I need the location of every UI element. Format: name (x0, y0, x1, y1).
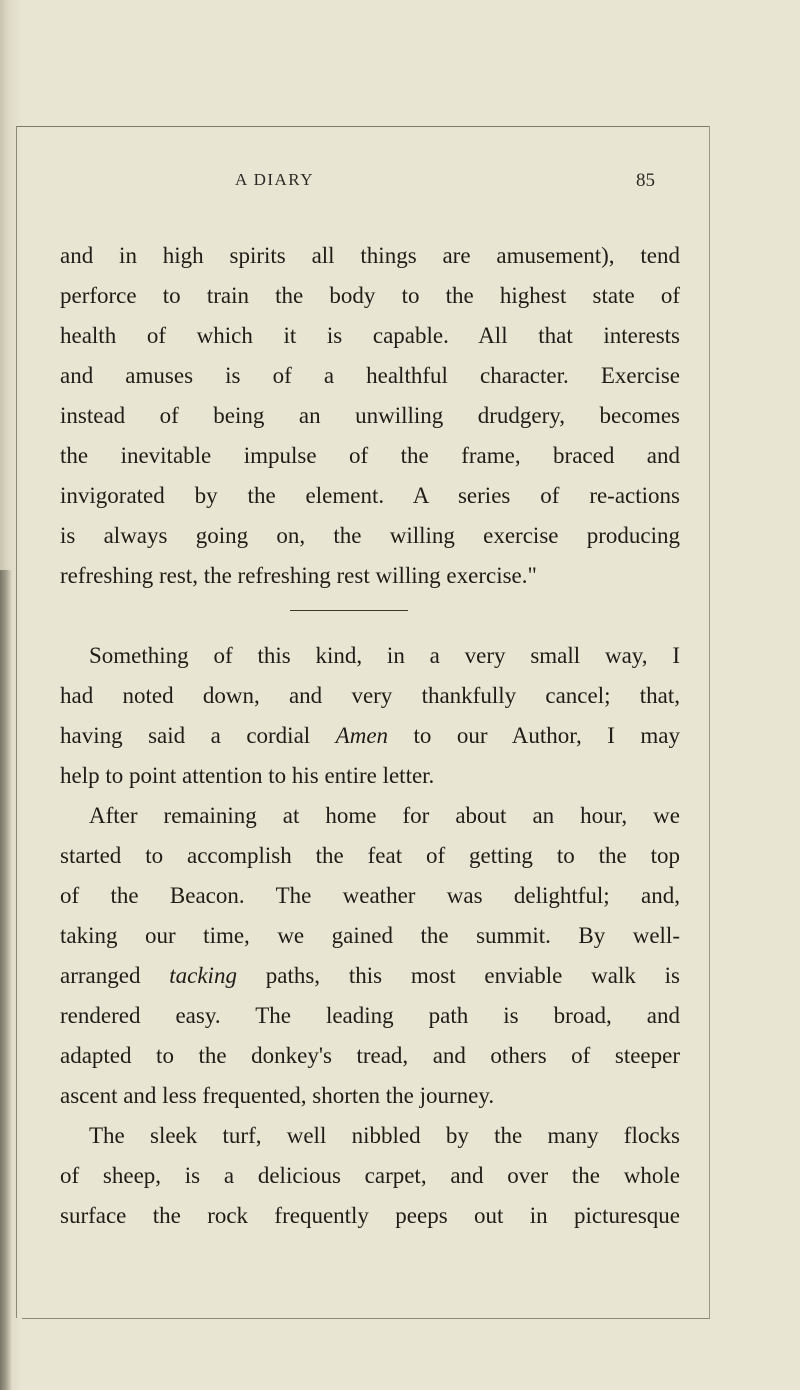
binding-shadow (0, 570, 12, 1390)
page-text (60, 236, 680, 1236)
text-line: The sleek turf, well nibbled by the many flocks (89, 1123, 680, 1148)
text-line: had noted down, and very thankfully cancel; that, (60, 683, 680, 708)
text-span: having said a cordial (60, 723, 336, 748)
text-line: of sheep, is a delicious carpet, and over the whole (60, 1163, 680, 1188)
text-line: Something of this kind, in a very small way, I (89, 643, 680, 668)
divider-rule (290, 610, 408, 611)
page-frame-right (709, 126, 710, 1318)
page-frame-bottom (22, 1318, 710, 1319)
text-line: refreshing rest, the refreshing rest willing exercise." (60, 563, 537, 588)
text-line: and in high spirits all things are amusement), tend (60, 243, 680, 268)
text-line: is always going on, the willing exercise producing (60, 523, 680, 548)
text-span: to our Author, I may (388, 723, 681, 748)
text-line: perforce to train the body to the highest state of (60, 283, 680, 308)
text-line: health of which it is capable. All that interests (60, 323, 680, 348)
running-head (235, 170, 655, 194)
italic-word: Amen (335, 723, 389, 748)
text-span: arranged (60, 963, 170, 988)
text-line: surface the rock frequently peeps out in picturesque (60, 1203, 680, 1228)
text-line: instead of being an unwilling drudgery, becomes (60, 403, 680, 428)
text-line: taking our time, we gained the summit. By well- (60, 923, 680, 948)
page-frame-top (16, 126, 710, 127)
running-title: A DIARY (235, 170, 314, 189)
text-line: ascent and less frequented, shorten the journey. (60, 1083, 495, 1108)
text-span: paths, this most enviable walk is (236, 963, 680, 988)
text-line: and amuses is of a healthful character. Exercise (60, 363, 680, 388)
page-frame-left (16, 126, 17, 1318)
text-line: of the Beacon. The weather was delightful; and, (60, 883, 680, 908)
text-line (60, 716, 680, 756)
text-line: adapted to the donkey's tread, and others of steeper (60, 1043, 680, 1068)
text-line (60, 956, 680, 996)
text-line: help to point attention to his entire letter. (60, 763, 435, 788)
italic-word: tacking (169, 963, 237, 988)
section-break (60, 596, 680, 636)
text-line: rendered easy. The leading path is broad, and (60, 1003, 680, 1028)
text-line: invigorated by the element. A series of re-actions (60, 483, 680, 508)
text-line: After remaining at home for about an hour, we (89, 803, 680, 828)
text-line: started to accomplish the feat of getting to the top (60, 843, 680, 868)
text-line: the inevitable impulse of the frame, braced and (60, 443, 680, 468)
page-number: 85 (636, 170, 655, 191)
